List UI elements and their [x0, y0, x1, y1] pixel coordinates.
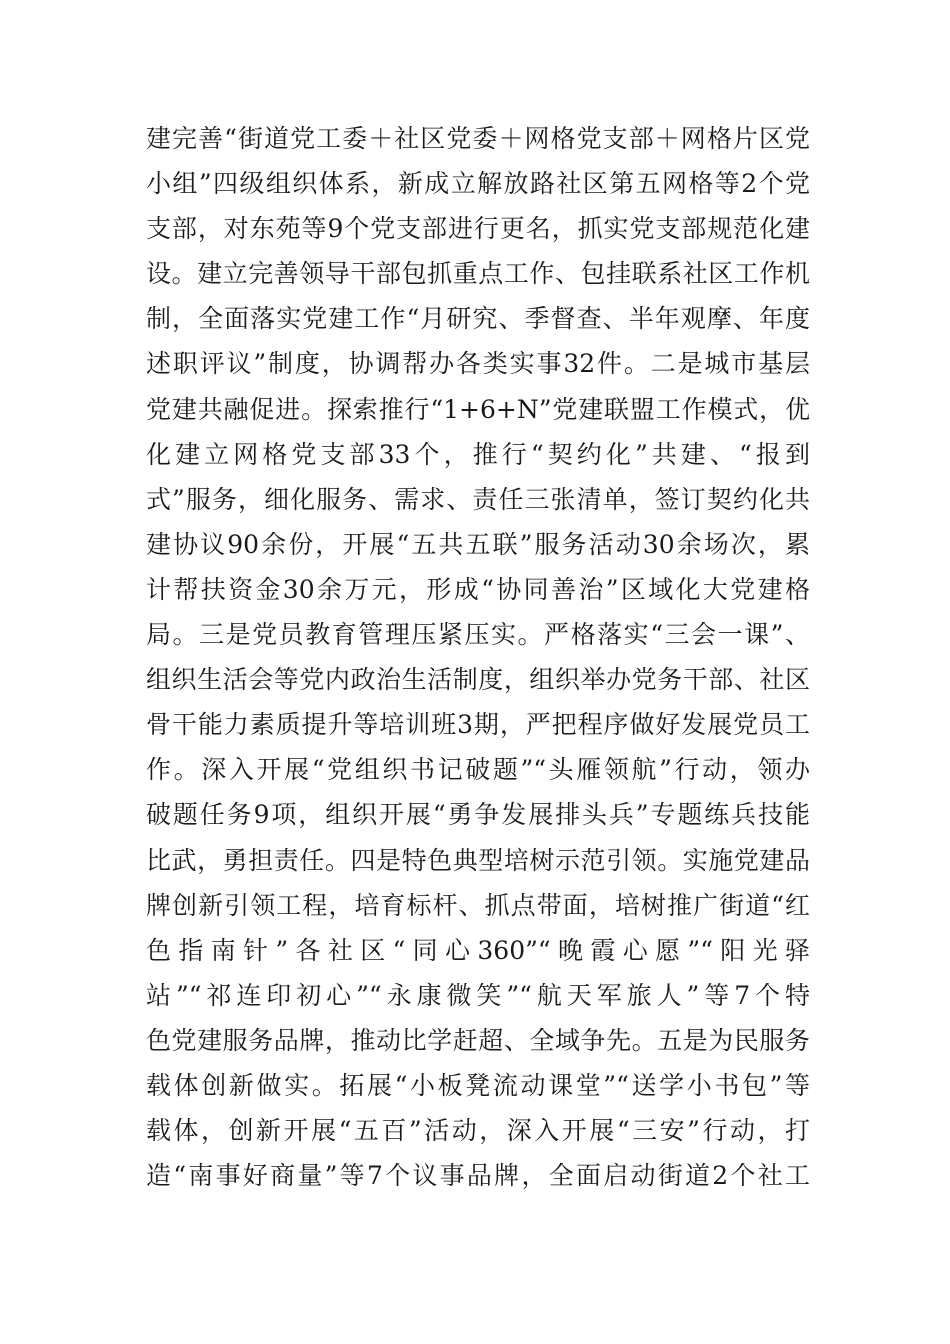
text-line: 色指南针”各社区“同心360”“晚霞心愿”“阳光驿 — [146, 935, 810, 965]
text-line: 局。三是党员教育管理压紧压实。严格落实“三会一课”、 — [146, 620, 810, 650]
text-line: 建协议90余份，开展“五共五联”服务活动30余场次，累 — [146, 529, 810, 559]
text-line: 骨干能力素质提升等培训班3期，严把程序做好发展党员工 — [146, 710, 810, 740]
text-line: 比武，勇担责任。四是特色典型培树示范引领。实施党建品 — [146, 845, 810, 875]
text-line: 载体，创新开展“五百”活动，深入开展“三安”行动，打 — [146, 1116, 810, 1146]
text-line: 制，全面落实党建工作“月研究、季督查、半年观摩、年度 — [146, 304, 810, 334]
text-line: 党建共融促进。探索推行“1+6+N”党建联盟工作模式，优 — [146, 394, 810, 424]
text-line: 作。深入开展“党组织书记破题”“头雁领航”行动，领办 — [146, 755, 810, 785]
text-line: 建完善“街道党工委＋社区党委＋网格党支部＋网格片区党 — [146, 124, 810, 153]
text-line: 造“南事好商量”等7个议事品牌，全面启动街道2个社工 — [146, 1161, 810, 1191]
text-line: 破题任务9项，组织开展“勇争发展排头兵”专题练兵技能 — [146, 800, 810, 830]
text-line: 牌创新引领工程，培育标杆、抓点带面，培树推广街道“红 — [146, 890, 810, 920]
text-line: 载体创新做实。拓展“小板凳流动课堂”“送学小书包”等 — [146, 1070, 810, 1100]
body-paragraph — [146, 116, 810, 1198]
text-line: 设。建立完善领导干部包抓重点工作、包挂联系社区工作机 — [146, 259, 810, 289]
text-line: 计帮扶资金30余万元，形成“协同善治”区域化大党建格 — [146, 574, 810, 604]
text-line: 式”服务，细化服务、需求、责任三张清单，签订契约化共 — [146, 484, 810, 514]
text-line: 支部，对东苑等9个党支部进行更名，抓实党支部规范化建 — [146, 214, 810, 244]
text-line: 小组”四级组织体系，新成立解放路社区第五网格等2个党 — [146, 169, 810, 199]
text-line: 色党建服务品牌，推动比学赶超、全域争先。五是为民服务 — [146, 1025, 810, 1055]
text-line: 组织生活会等党内政治生活制度，组织举办党务干部、社区 — [146, 665, 810, 695]
text-line: 站”“祁连印初心”“永康微笑”“航天军旅人”等7个特 — [146, 980, 810, 1010]
text-line: 述职评议”制度，协调帮办各类实事32件。二是城市基层 — [146, 349, 810, 379]
text-line: 化建立网格党支部33个，推行“契约化”共建、“报到 — [146, 439, 810, 469]
